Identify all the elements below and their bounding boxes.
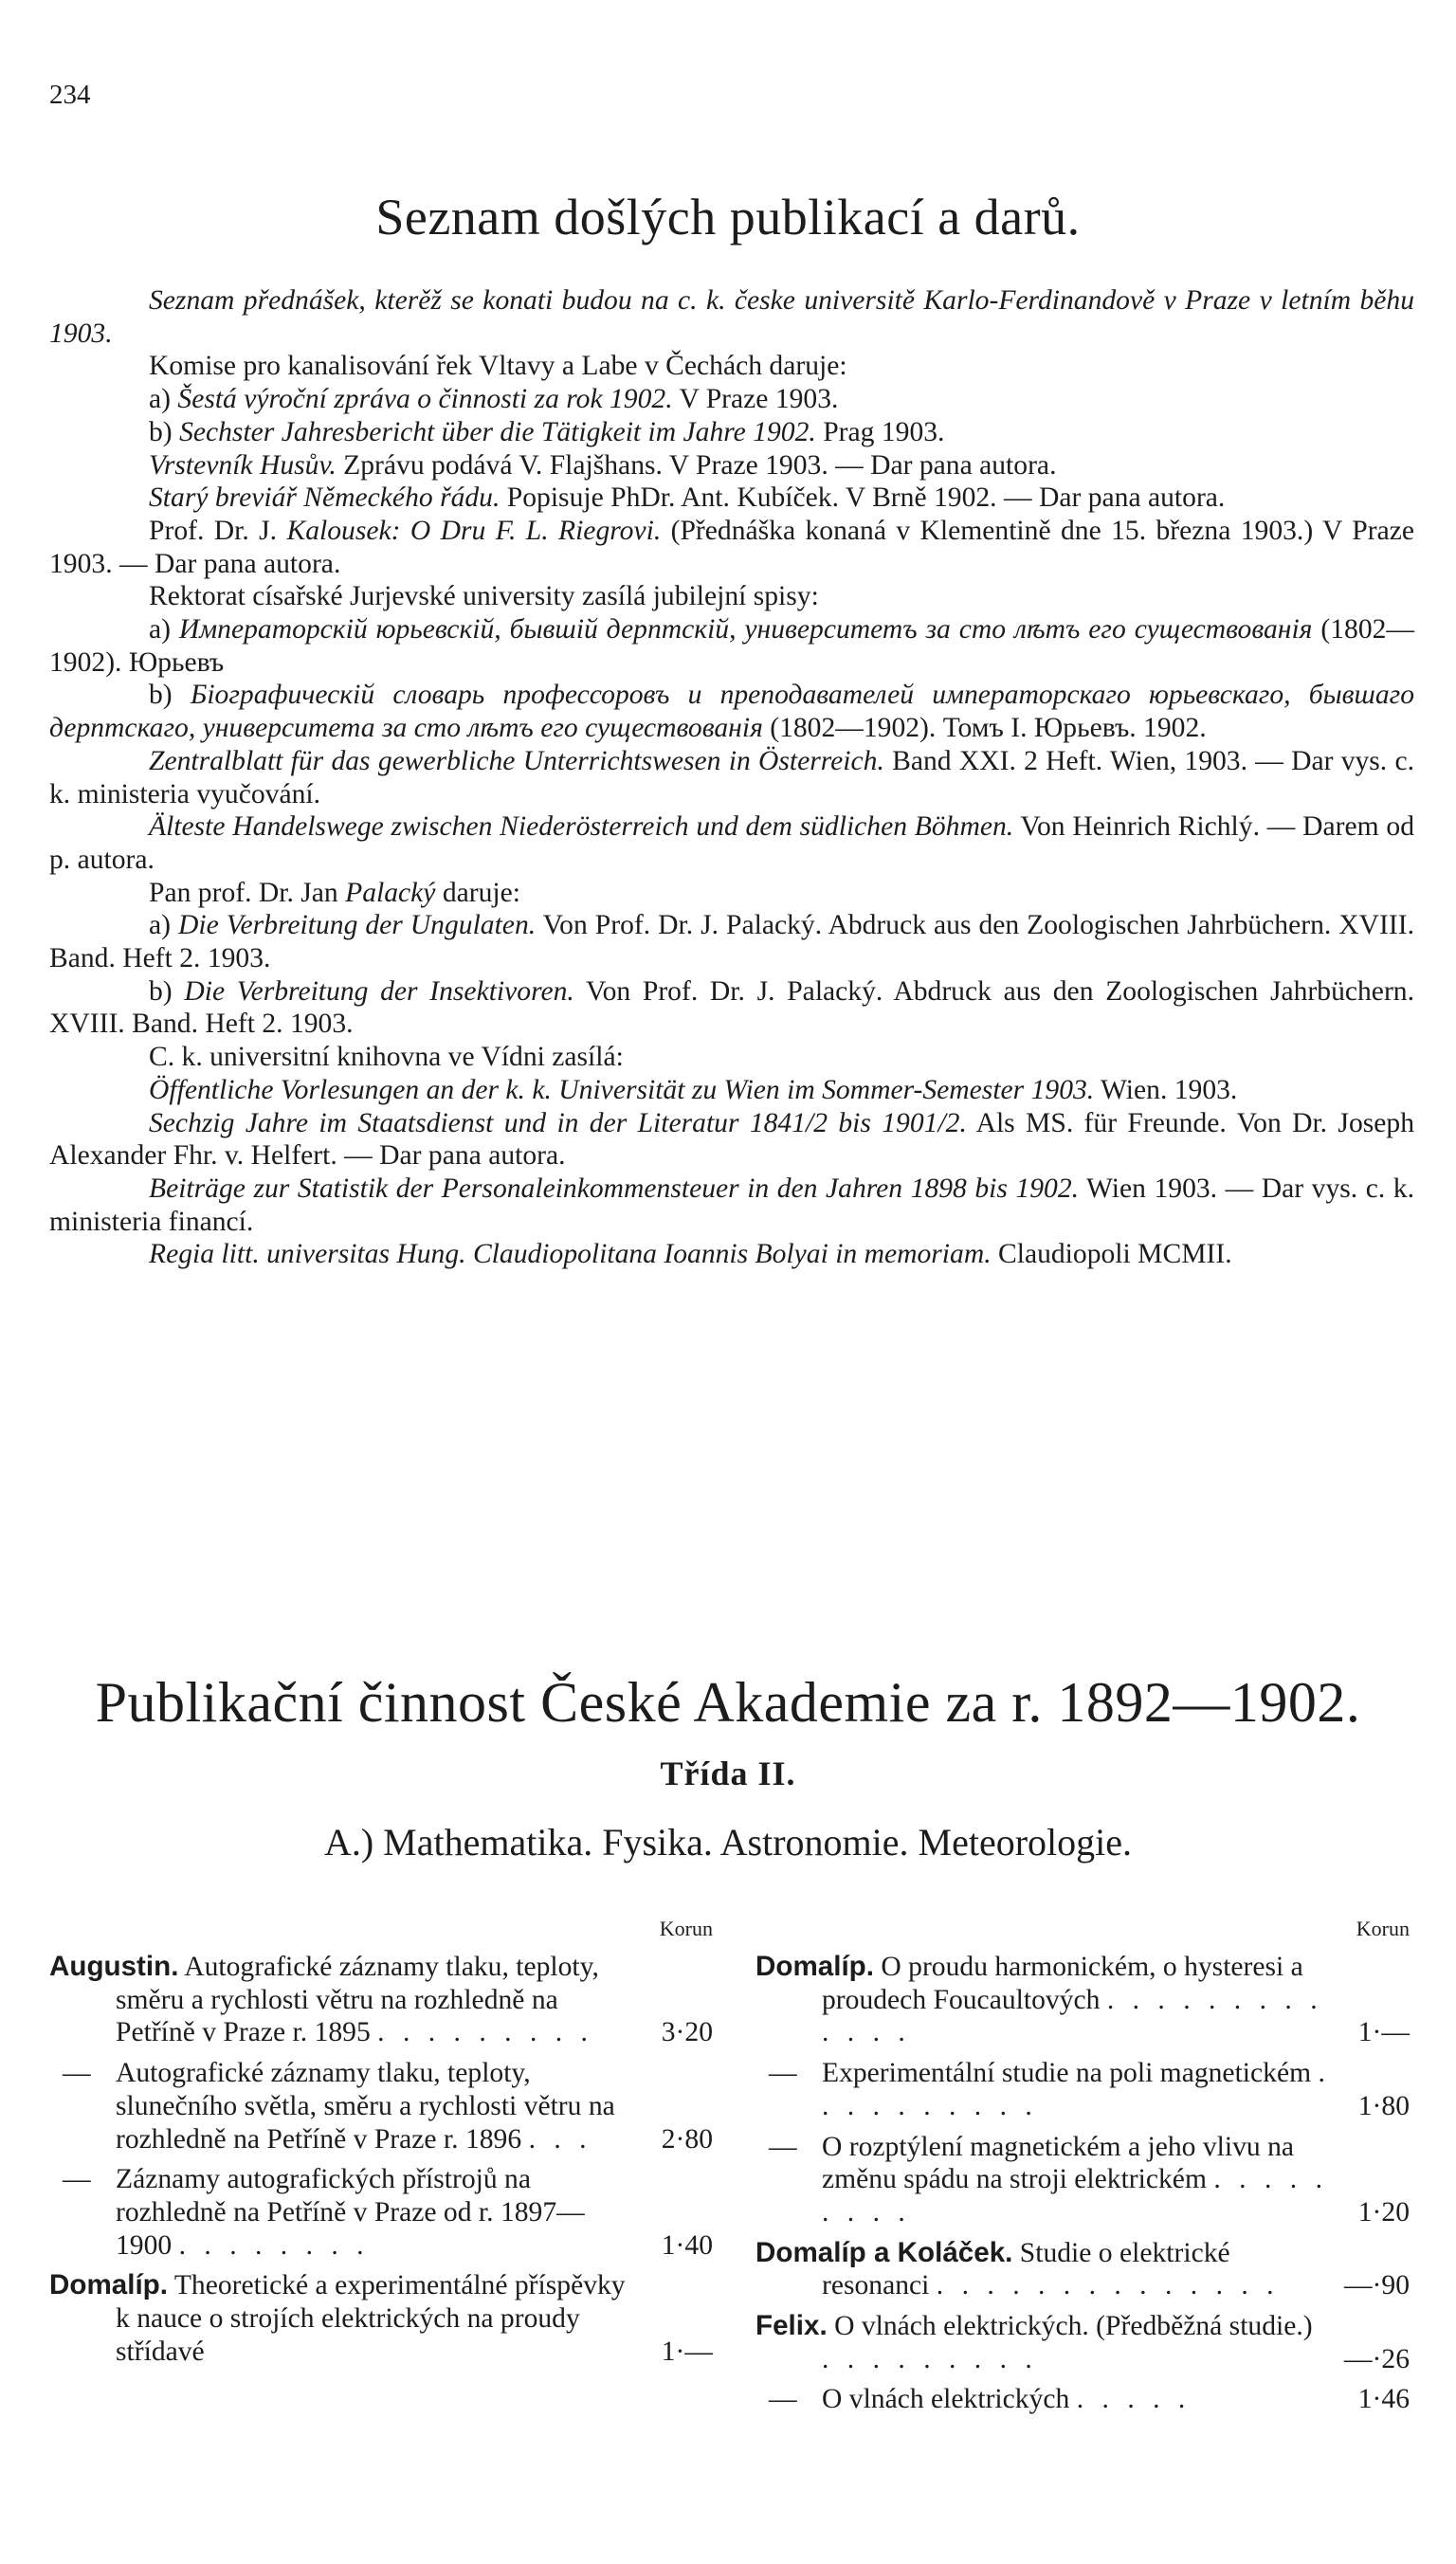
publication-text: Pan prof. Dr. Jan xyxy=(149,877,346,908)
price-list-entry xyxy=(755,2310,1410,2375)
publication-entry xyxy=(49,1041,1414,1074)
publication-entry xyxy=(49,909,1414,974)
work-title: O rozptýlení magnetickém a jeho vlivu na změnu spádu na stroji elektrickém xyxy=(822,2131,1295,2195)
publication-text: Prag 1903. xyxy=(815,416,945,447)
price-list-right-column xyxy=(755,1915,1410,2424)
publication-entry xyxy=(49,383,1414,416)
publication-title: Императорскiй юрьевскiй, бывшiй дерптскiй, университетъ за сто лѣтъ его существованiя xyxy=(178,614,1313,646)
publication-title: Die Verbreitung der Insektivoren. xyxy=(184,975,574,1007)
author-name: Domalíp. xyxy=(49,2269,168,2301)
leader-dots: . . . . . . . . . . . . . . xyxy=(936,2270,1280,2301)
price: 3·20 xyxy=(661,2017,713,2048)
left-entries xyxy=(49,1951,713,2368)
work-title: Záznamy autografických přístrojů na rozhledně na Petříně v Praze od r. 1897—1900 xyxy=(116,2164,585,2261)
publication-text: b) xyxy=(149,975,185,1007)
ditto-dash: — xyxy=(769,2131,797,2162)
publication-text: Wien 1903. — Dar vys. c. k. ministeria financí. xyxy=(49,1173,1414,1237)
publication-text: Komise pro kanalisování řek Vltavy a Labe v Čechách daruje: xyxy=(149,351,847,382)
price-list-entry xyxy=(755,1951,1410,2049)
publication-text: Zprávu podává V. Flajšhans. V Praze 1903. — Dar pana autora. xyxy=(336,449,1057,481)
price: —·26 xyxy=(1343,2343,1410,2374)
publication-text: a) xyxy=(149,910,178,941)
work-title: O vlnách elektrických xyxy=(822,2384,1070,2415)
publication-entry xyxy=(49,580,1414,613)
price-list-entry xyxy=(49,2057,713,2155)
publication-title: Sechzig Jahre im Staatsdienst und in der Literatur 1841/2 bis 1901/2. xyxy=(149,1107,967,1138)
publication-entry xyxy=(49,416,1414,449)
publication-title: Vrstevník Husův. xyxy=(149,449,337,481)
price: 1·80 xyxy=(1357,2090,1410,2121)
publication-text: (1802—1902). Юрьевъ xyxy=(49,614,1415,678)
section-title-received-publications: Seznam došlých publikací a darů. xyxy=(375,189,1081,245)
page-number: 234 xyxy=(49,80,91,110)
publication-title: Šestá výroční zpráva o činnosti za rok 1902. xyxy=(177,384,673,415)
subsection-heading: A.) Mathematika. Fysika. Astronomie. Meteorologie. xyxy=(323,1821,1133,1864)
publication-title: Beiträge zur Statistik der Personaleinkommensteuer in den Jahren 1898 bis 1902. xyxy=(149,1173,1080,1204)
price-list-entry xyxy=(49,2269,713,2368)
section-title-academy-publications: Publikační činnost České Akademie za r. 1892—1902. xyxy=(95,1671,1361,1734)
publication-entry xyxy=(49,284,1414,350)
leader-dots: . . . . . . . . . xyxy=(822,2164,1328,2228)
right-entries xyxy=(755,1951,1410,2416)
publication-entry xyxy=(49,877,1414,910)
publication-text: Wien. 1903. xyxy=(1094,1074,1238,1105)
leader-dots: . . . xyxy=(528,2123,592,2155)
work-title: O vlnách elektrických. (Předběžná studie.) xyxy=(834,2311,1313,2342)
publication-entry xyxy=(49,1107,1414,1173)
author-name: Augustin. xyxy=(49,1951,179,1982)
publication-title: Seznam přednášek, kterěž se konati budou na c. k. česke universitě Karlo-Ferdinandově v Praze v letním běhu 1903. xyxy=(49,285,1414,349)
publication-entry xyxy=(49,1173,1414,1238)
publication-entry xyxy=(49,679,1414,744)
publication-text: Als MS. für Freunde. Von Dr. Joseph Alexander Fhr. v. Helfert. — Dar pana autora. xyxy=(49,1107,1414,1172)
publication-title: Starý breviář Německého řádu. xyxy=(149,482,500,514)
price: 1·— xyxy=(1357,2017,1410,2048)
leader-dots: . . . . . . . . xyxy=(178,2229,370,2261)
publication-text: a) xyxy=(149,614,179,646)
publication-text: Rektorat císařské Jurjevské university zasílá jubilejní spisy: xyxy=(149,581,819,612)
publication-entry xyxy=(49,745,1414,810)
publication-entry xyxy=(49,482,1414,515)
publication-text: Band XXI. 2 Heft. Wien, 1903. — Dar vys. c. k. ministeria vyučování. xyxy=(49,745,1414,809)
publication-title: Sechster Jahresbericht über die Tätigkeit im Jahre 1902. xyxy=(179,416,816,447)
price-list-entry xyxy=(755,2057,1410,2122)
publication-title: Kalousek: O Dru F. L. Riegrovi. xyxy=(286,515,662,546)
publication-text: V Praze 1903. xyxy=(672,384,839,415)
price: —·90 xyxy=(1343,2270,1410,2301)
ditto-dash: — xyxy=(769,2384,797,2415)
publication-text: b) xyxy=(149,416,180,447)
publication-entry xyxy=(49,449,1414,482)
price-list-entry xyxy=(49,1951,713,2049)
publication-entry xyxy=(49,1238,1414,1271)
author-name: Domalíp a Koláček. xyxy=(755,2236,1013,2268)
class-heading: Třída II. xyxy=(660,1755,796,1792)
publication-text: Claudiopoli MCMII. xyxy=(991,1239,1232,1270)
publication-entry xyxy=(49,975,1414,1041)
price: 1·40 xyxy=(661,2229,713,2261)
ditto-dash: — xyxy=(63,2058,91,2089)
leader-dots: . . . . . xyxy=(1076,2384,1192,2415)
publication-title: Die Verbreitung der Ungulaten. xyxy=(178,910,537,941)
leader-dots: . . . . . . . . . . . . . xyxy=(822,1984,1323,2048)
price-list-entry xyxy=(755,2383,1410,2416)
publication-text: daruje: xyxy=(435,877,521,908)
work-title: Theoretické a experimentálné příspěvky k nauce o strojích elektrických na proudy střídavé xyxy=(116,2270,626,2367)
publication-entry xyxy=(49,515,1414,580)
publication-entry xyxy=(49,810,1414,876)
price-list-entry xyxy=(755,2237,1410,2302)
publication-text: (Přednáška konaná v Klementině dne 15. března 1903.) V Praze 1903. — Dar pana autora. xyxy=(49,515,1414,579)
price-list-left-column xyxy=(49,1915,713,2375)
price: 1·— xyxy=(661,2336,713,2367)
leader-dots: . . . . . . . . . xyxy=(822,2343,1038,2374)
publication-text: (1802—1902). Томъ I. Юрьевъ. 1902. xyxy=(762,713,1207,744)
leader-dots: . . . . . . . . . . xyxy=(822,2058,1331,2121)
publication-text: Von Heinrich Richlý. — Darem od p. autora. xyxy=(49,811,1414,875)
author-name: Felix. xyxy=(755,2310,828,2342)
publication-text: Popisuje PhDr. Ant. Kubíček. V Brně 1902. — Dar pana autora. xyxy=(500,482,1226,514)
price: 1·20 xyxy=(1357,2196,1410,2228)
author-name: Domalíp. xyxy=(755,1951,874,1982)
currency-label: Korun xyxy=(1356,1917,1410,1940)
publication-text: Von Prof. Dr. J. Palacký. Abdruck aus den Zoologischen Jahrbüchern. XVIII. Band. Heft 2. 1903. xyxy=(49,975,1414,1040)
work-title: Studie o elektrické resonanci xyxy=(822,2237,1230,2301)
ditto-dash: — xyxy=(769,2058,797,2089)
publication-title: Palacký xyxy=(345,877,436,908)
price: 2·80 xyxy=(661,2123,713,2155)
publication-title: Regia litt. universitas Hung. Claudiopolitana Ioannis Bolyai in memoriam. xyxy=(149,1239,992,1270)
leader-dots: . . . . . . . . . xyxy=(377,2017,593,2048)
currency-label: Korun xyxy=(659,1917,713,1940)
ditto-dash: — xyxy=(63,2164,91,2195)
publication-text: a) xyxy=(149,384,178,415)
publication-title: Älteste Handelswege zwischen Niederösterreich und dem südlichen Böhmen. xyxy=(149,811,1014,843)
price-list-entry xyxy=(49,2163,713,2262)
publication-entry xyxy=(49,350,1414,383)
work-title: Experimentální studie na poli magnetickém xyxy=(822,2058,1312,2089)
publication-title: Öffentliche Vorlesungen an der k. k. Universität zu Wien im Sommer-Semester 1903. xyxy=(149,1074,1095,1105)
received-publications-list xyxy=(49,284,1414,1271)
work-title: Autografické záznamy tlaku, teploty, slunečního světla, směru a rychlosti větru na rozhledně na Petříně v Praze r. 1896 xyxy=(116,2058,615,2155)
publication-entry xyxy=(49,1074,1414,1107)
publication-text: Prof. Dr. J. xyxy=(149,515,287,546)
work-title: Autografické záznamy tlaku, teploty, směru a rychlosti větru na rozhledně na Petříně v Praze r. 1895 xyxy=(116,1952,599,2048)
publication-text: C. k. universitní knihovna ve Vídni zasílá: xyxy=(149,1042,624,1073)
publication-title: Бiографическiй словарь профессоровъ и преподавателей императорскаго юрьевскаго, бывшаго дерптскаго, университета за сто лѣтъ его существованiя xyxy=(49,680,1414,744)
publication-entry xyxy=(49,613,1414,679)
price: 1·46 xyxy=(1357,2384,1410,2415)
work-title: O proudu harmonickém, o hysteresi a proudech Foucaultových xyxy=(822,1952,1303,2015)
publication-text: b) xyxy=(149,680,191,711)
publication-text: Von Prof. Dr. J. Palacký. Abdruck aus den Zoologischen Jahrbüchern. XVIII. Band. Heft 2. 1903. xyxy=(49,910,1414,974)
price-list-entry xyxy=(755,2131,1410,2229)
publication-title: Zentralblatt für das gewerbliche Unterrichtswesen in Österreich. xyxy=(149,745,884,776)
